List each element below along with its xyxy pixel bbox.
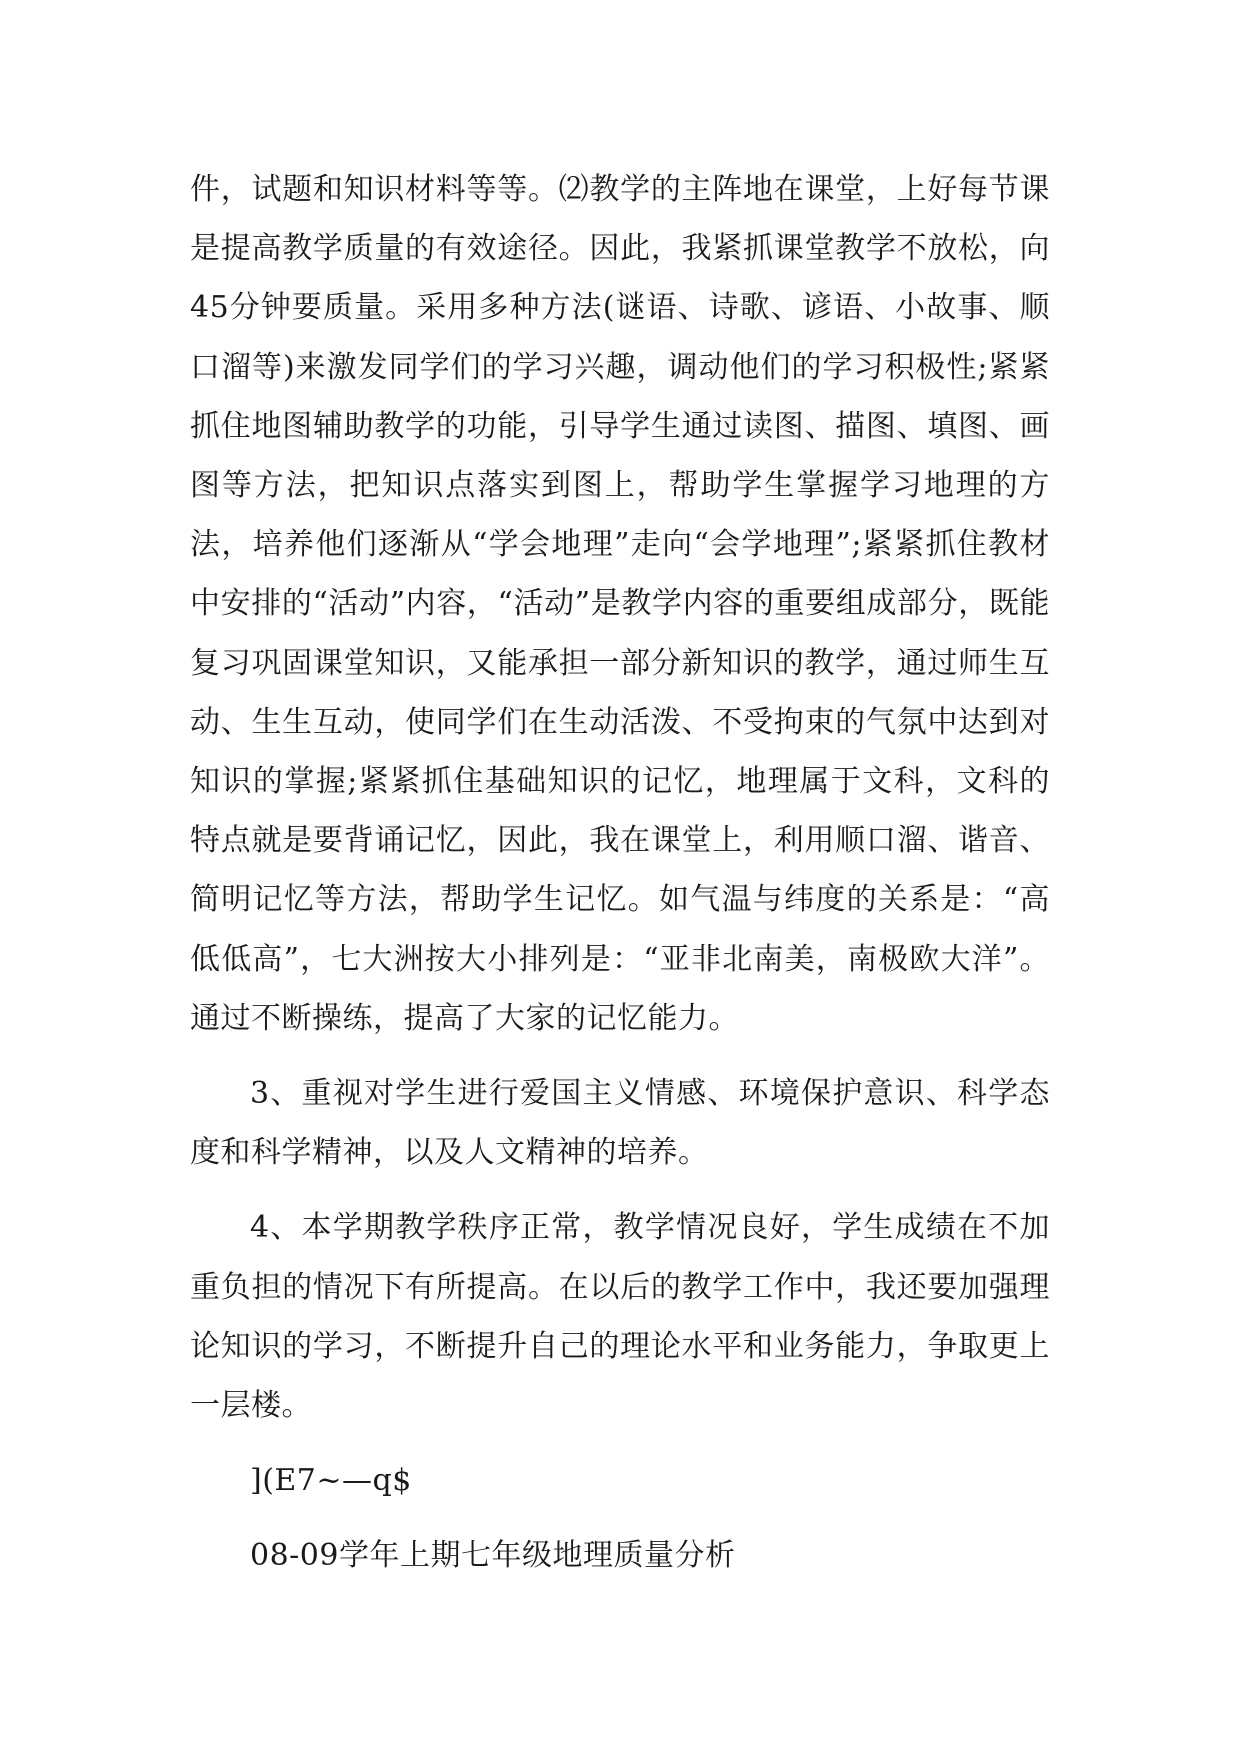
document-body [190,160,1050,1586]
paragraph-continuation: 件，试题和知识材料等等。⑵教学的主阵地在课堂，上好每节课是提高教学质量的有效途径。因此，我紧抓课堂教学不放松，向45分钟要质量。采用多种方法(谜语、诗歌、谚语、小故事、顺口溜等)来激发同学们的学习兴趣，调动他们的学习积极性;紧紧抓住地图辅助教学的功能，引导学生通过读图、描图、填图、画图等方法，把知识点落实到图上，帮助学生掌握学习地理的方法，培养他们逐渐从“学会地理”走向“会学地理”;紧紧抓住教材中安排的“活动”内容，“活动”是教学内容的重要组成部分，既能复习巩固课堂知识，又能承担一部分新知识的教学，通过师生互动、生生互动，使同学们在生动活泼、不受拘束的气氛中达到对知识的掌握;紧紧抓住基础知识的记忆，地理属于文科，文科的特点就是要背诵记忆，因此，我在课堂上，利用顺口溜、谐音、简明记忆等方法，帮助学生记忆。如气温与纬度的关系是：“高低低高”，七大洲按大小排列是：“亚非北南美，南极欧大洋”。通过不断操练，提高了大家的记忆能力。 [190,172,1050,1036]
garbled-text-line: ](E7~—q$ [250,1463,412,1499]
paragraph-item-4: 4、本学期教学秩序正常，教学情况良好，学生成绩在不加重负担的情况下有所提高。在以后的教学工作中，我还要加强理论知识的学习，不断提升自己的理论水平和业务能力，争取更上一层楼。 [190,1210,1050,1424]
section-title: 08-09学年上期七年级地理质量分析 [250,1538,736,1574]
paragraph-item-3: 3、重视对学生进行爱国主义情感、环境保护意识、科学态度和科学精神，以及人文精神的培养。 [190,1076,1050,1171]
